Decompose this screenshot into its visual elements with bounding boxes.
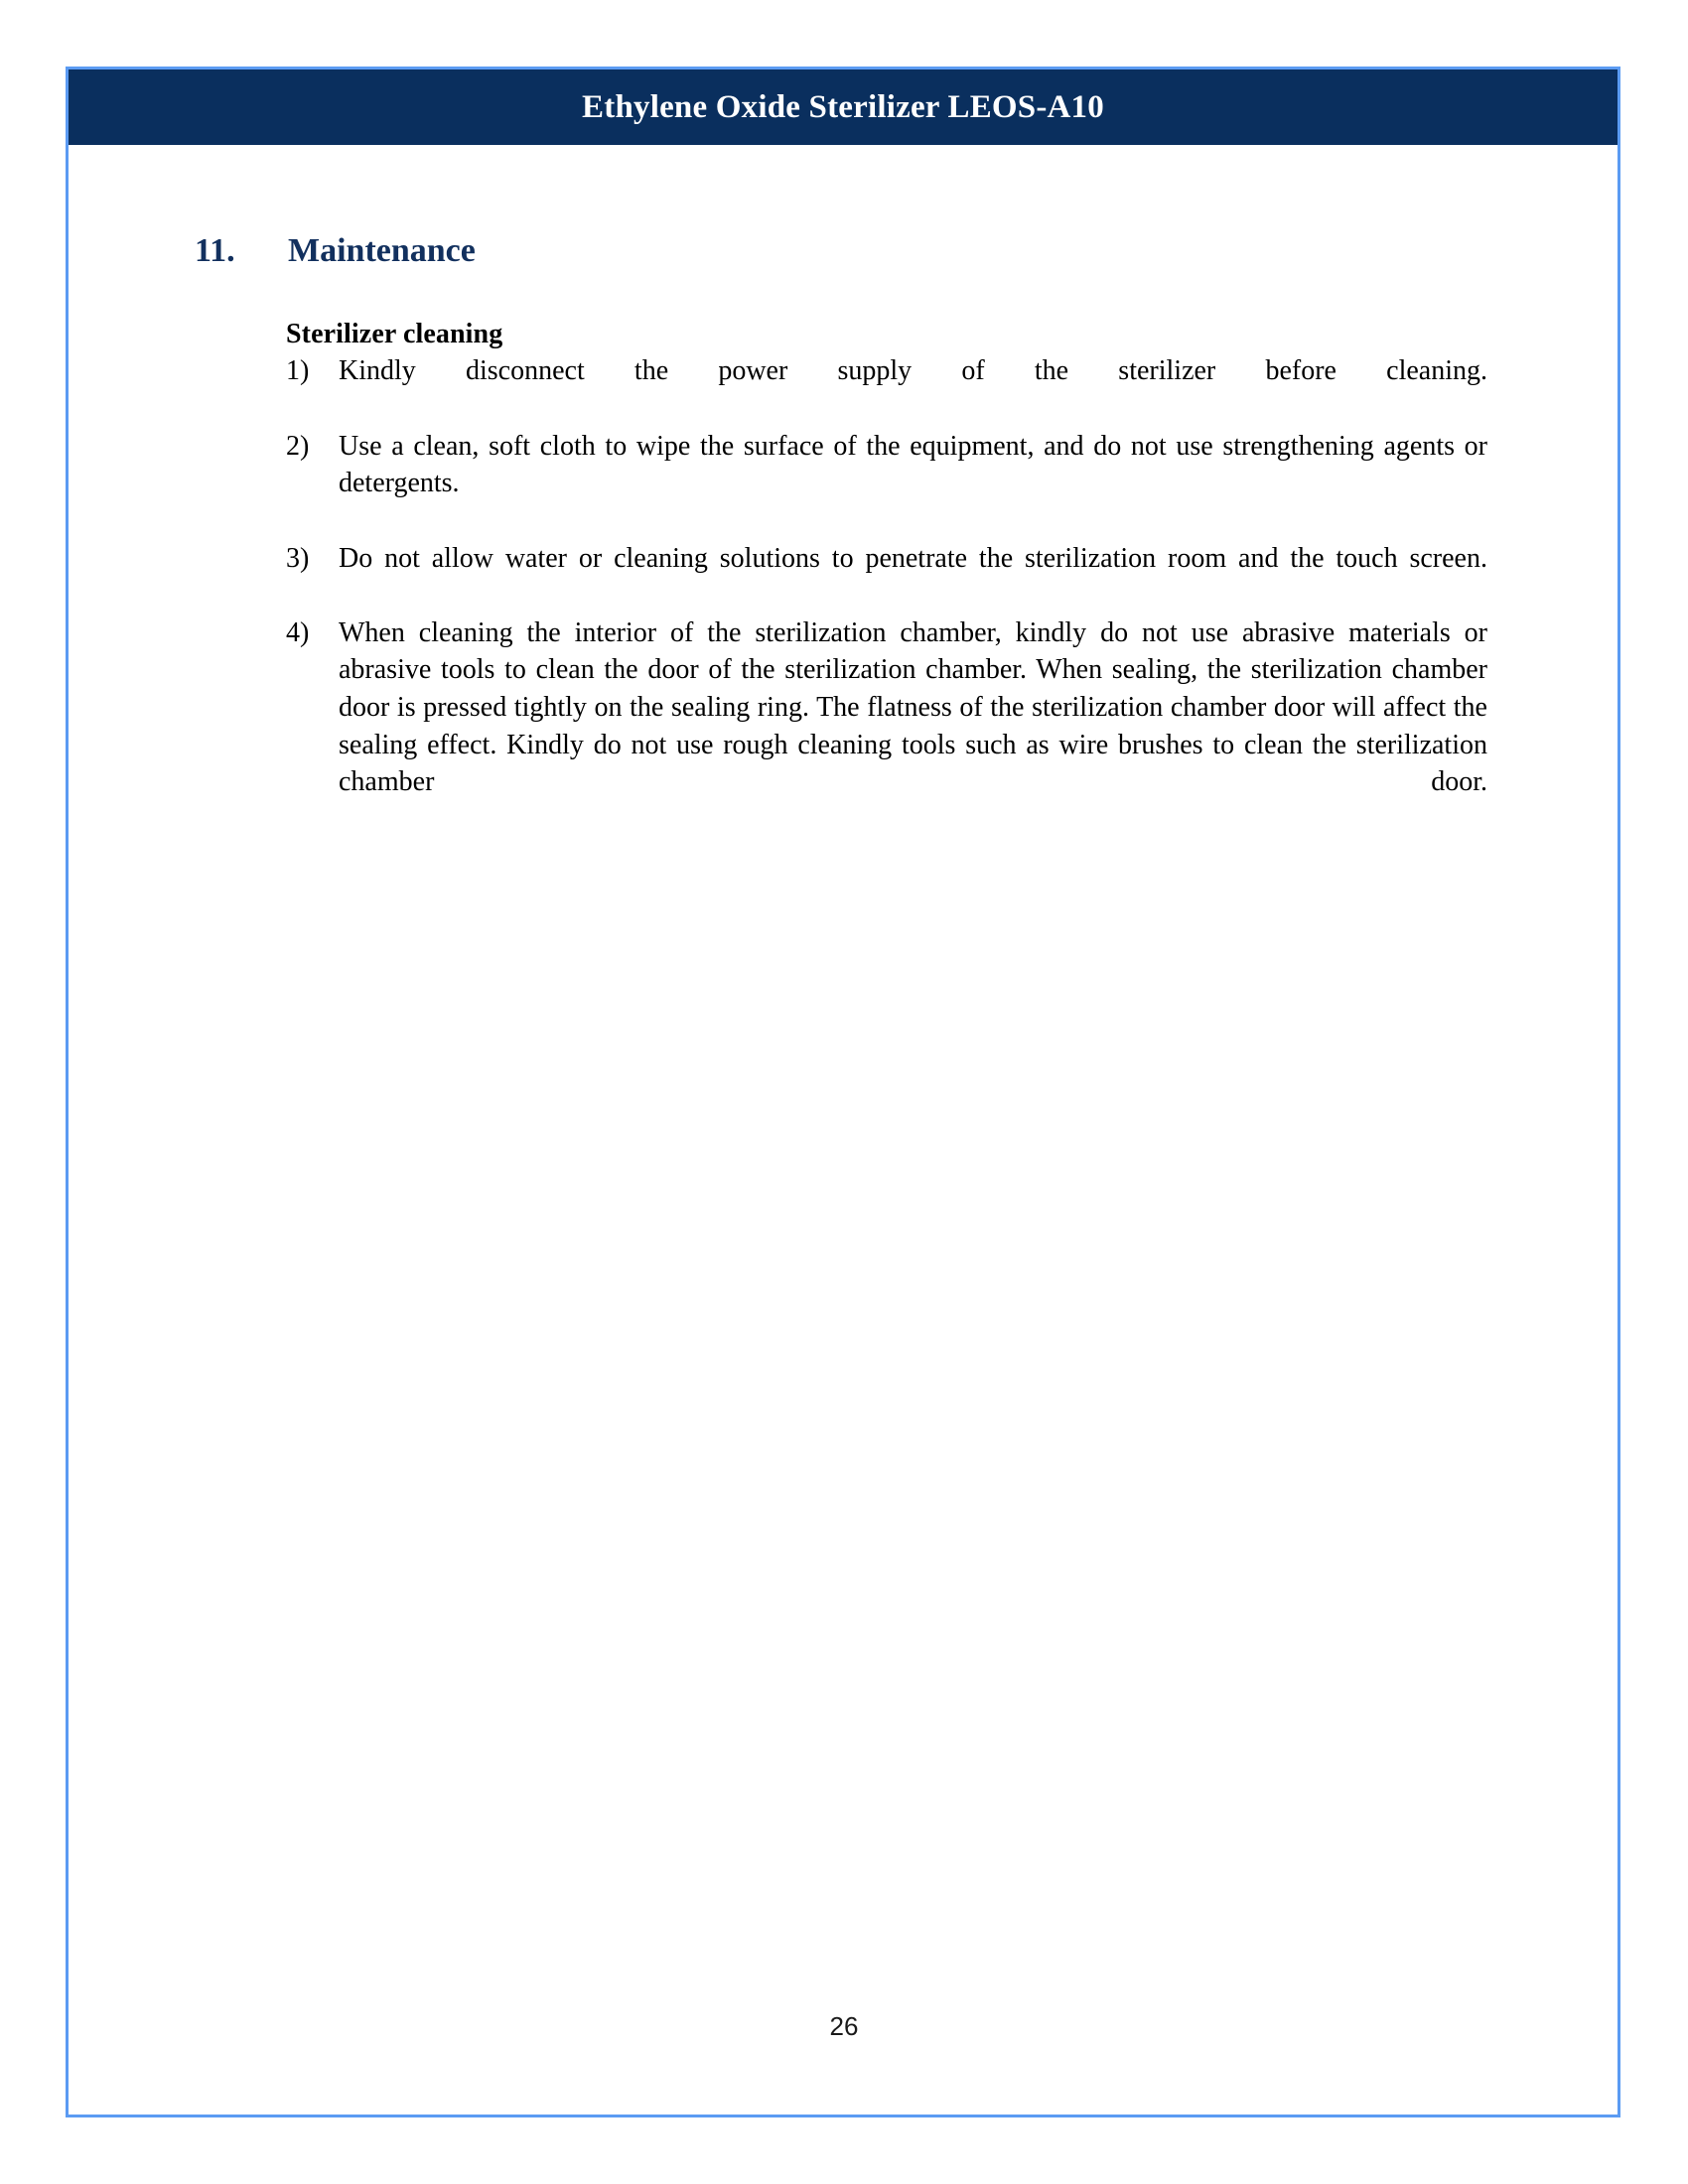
section-number: 11. xyxy=(195,232,235,269)
page-number: 26 xyxy=(829,2011,859,2041)
section-heading xyxy=(195,231,1485,270)
list-item-marker: 3) xyxy=(286,542,310,574)
list-item-marker: 2) xyxy=(286,430,310,462)
subsection-heading: Sterilizer cleaning xyxy=(286,319,503,349)
running-header xyxy=(69,69,1618,145)
running-header-title: Ethylene Oxide Sterilizer LEOS-A10 xyxy=(582,88,1104,125)
list-item xyxy=(286,352,1487,427)
list-item xyxy=(286,540,1487,614)
list-item-text: When cleaning the interior of the sterilization chamber, kindly do not use abrasive materials or abrasive tools to clean the door of the sterilization chamber. When sealing, the sterilization chamber door is pressed tightly on the sealing ring. The flatness of the sterilization chamber door will affect the sealing effect. Kindly do not use rough cleaning tools such as wire brushes to clean the sterilization chamber door. xyxy=(339,616,1487,798)
list-item xyxy=(286,614,1487,839)
list-item-marker: 4) xyxy=(286,616,310,648)
body-block xyxy=(286,316,1487,839)
list-item-text: Do not allow water or cleaning solutions to penetrate the sterilization room and the touch screen. xyxy=(339,542,1487,574)
cleaning-instructions-list xyxy=(286,352,1487,839)
list-item xyxy=(286,428,1487,540)
list-item-text: Use a clean, soft cloth to wipe the surface of the equipment, and do not use strengthening agents or detergents. xyxy=(339,430,1487,499)
section-title: Maintenance xyxy=(288,232,476,269)
list-item-text: Kindly disconnect the power supply of the sterilizer before cleaning. xyxy=(339,355,1487,387)
list-item-marker: 1) xyxy=(286,355,310,387)
